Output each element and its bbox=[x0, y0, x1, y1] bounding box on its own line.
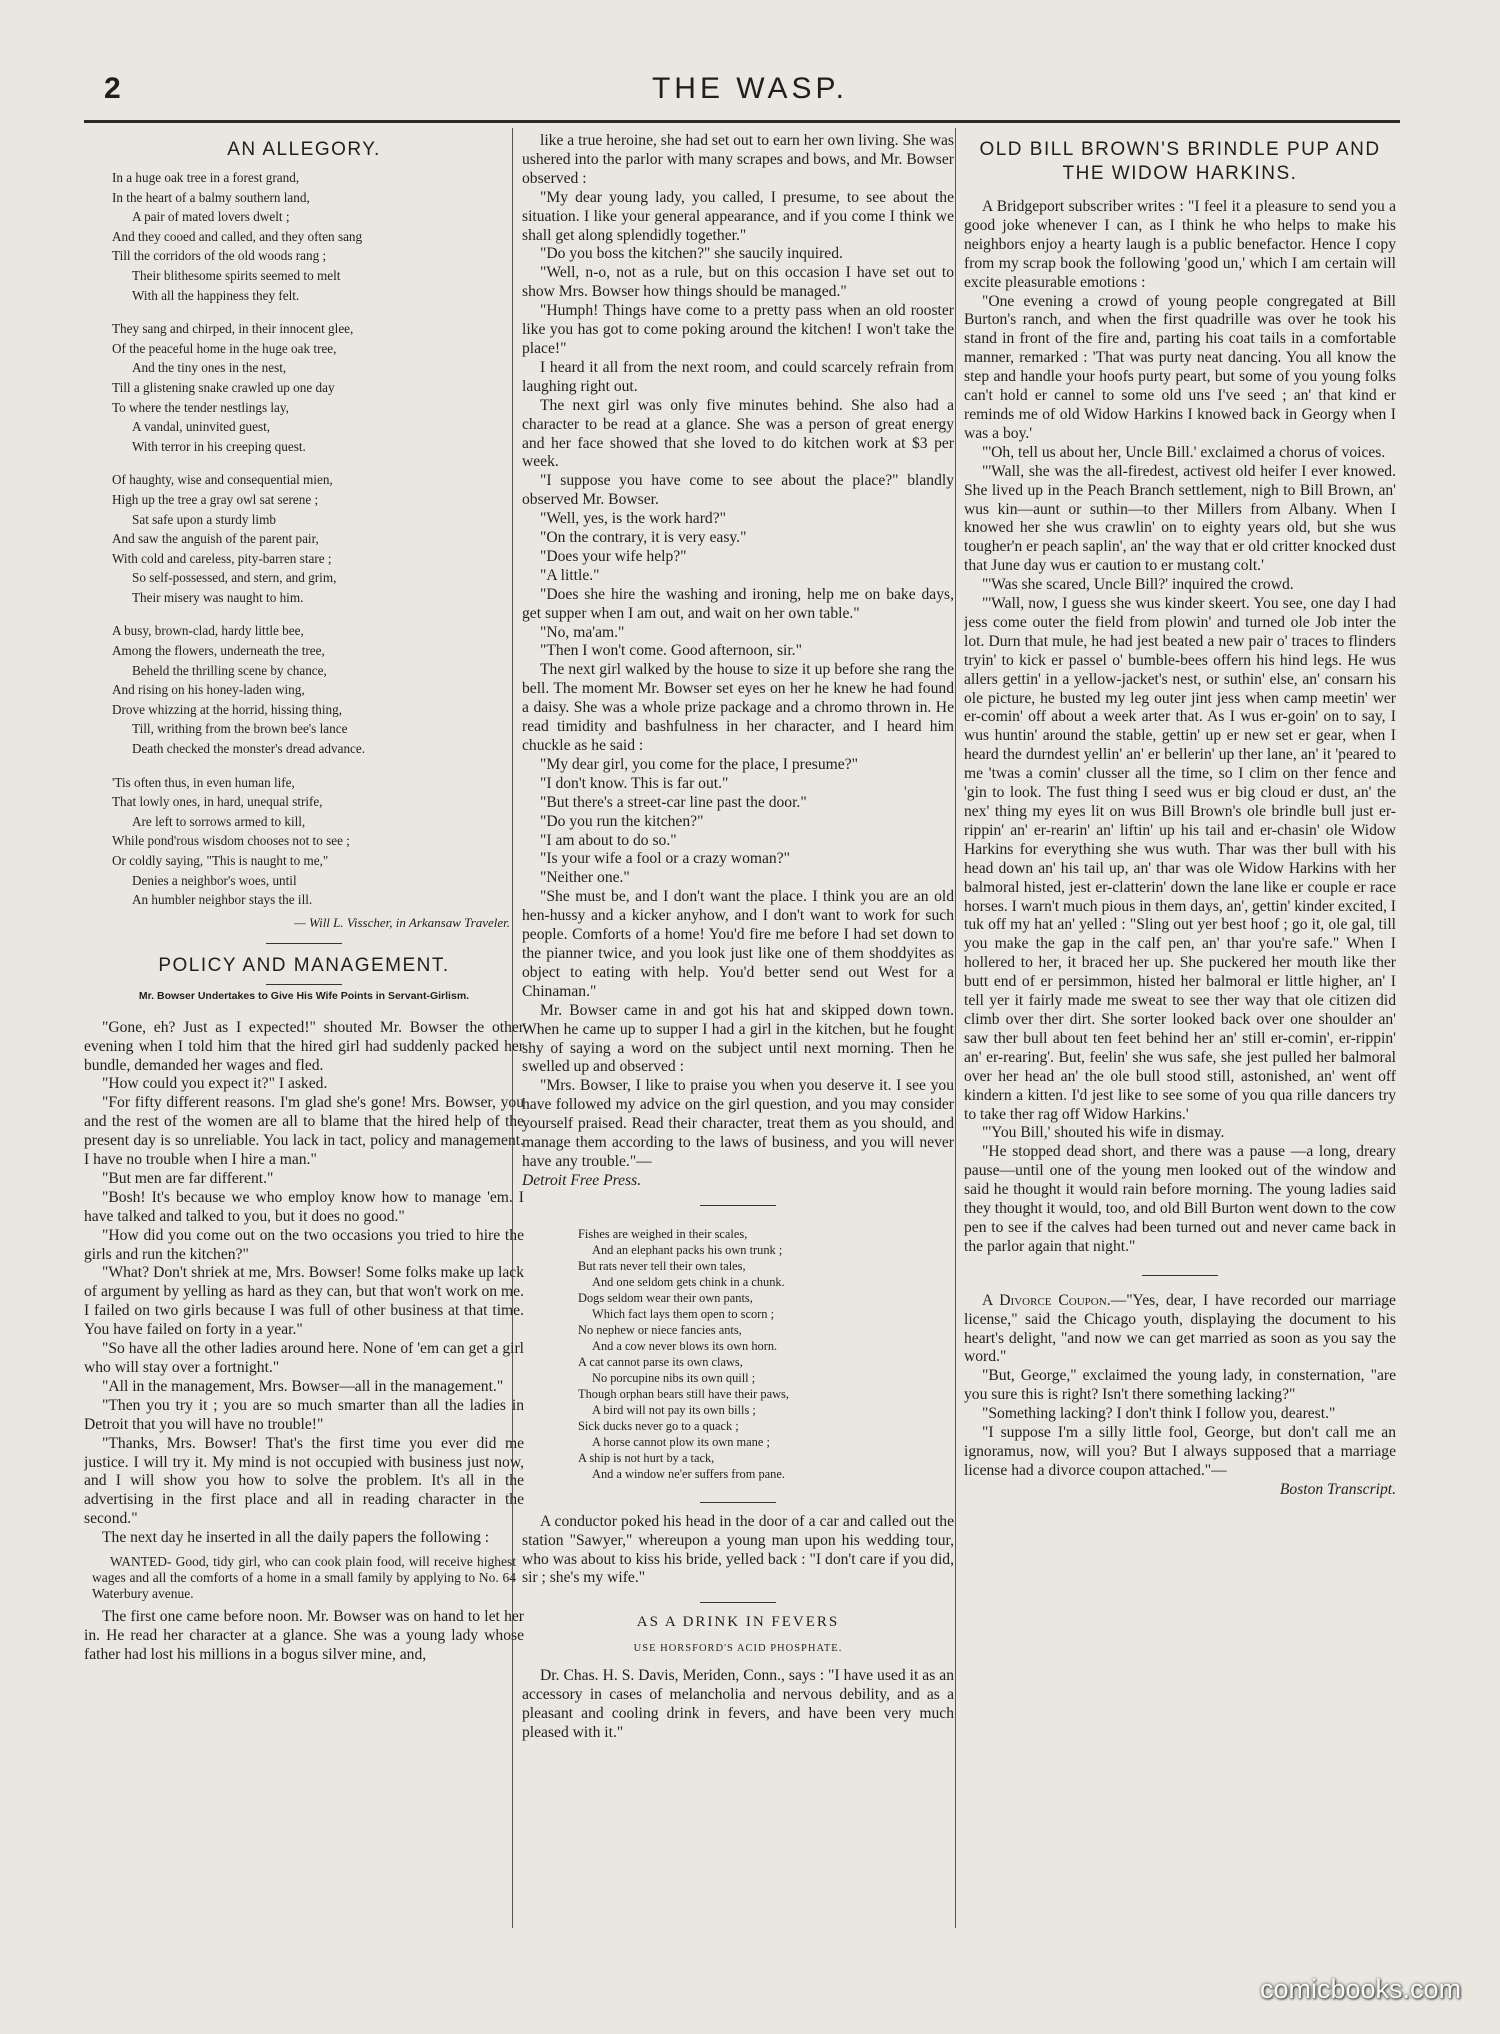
poem-line: Beheld the thrilling scene by chance, bbox=[132, 662, 327, 678]
poem-line: High up the tree a gray owl sat serene ; bbox=[112, 491, 319, 507]
article-paragraph: "How could you expect it?" I asked. bbox=[102, 1075, 328, 1093]
poem-line: With terror in his creeping quest. bbox=[132, 438, 306, 454]
divider bbox=[700, 1502, 776, 1503]
poem-line: An humbler neighbor stays the ill. bbox=[132, 892, 313, 908]
article-paragraph: "But, George," exclaimed the young lady, in consternation, "are you sure this is right? Isn't there something lacking?" bbox=[964, 1367, 1396, 1404]
poem-line: And a window ne'er suffers from pane. bbox=[592, 1466, 785, 1481]
article-paragraph: "Something lacking? I don't think I follow you, dearest." bbox=[982, 1405, 1336, 1423]
column-1 bbox=[84, 132, 524, 1922]
article-paragraph: "He stopped dead short, and there was a pause —a long, dreary pause—until one of the young men looked out of the window and said he thought it would rain before morning. The young ladies said they thought it would, too, and old Bill Burton went down to the cow pen to see if the calves had been turned out and never came back in the parlor again that night." bbox=[964, 1143, 1396, 1255]
poem-line: Their misery was naught to him. bbox=[132, 589, 304, 605]
article-paragraph: "'Oh, tell us about her, Uncle Bill.' exclaimed a chorus of voices. bbox=[982, 443, 1386, 461]
column-3 bbox=[964, 132, 1396, 1922]
article-paragraph: "So have all the other ladies around here. None of 'em can get a girl who will stay over a fortnight." bbox=[84, 1340, 524, 1376]
poem-line: Their blithesome spirits seemed to melt bbox=[132, 267, 341, 283]
poem-stanza bbox=[112, 470, 524, 607]
poem-stanza bbox=[112, 319, 524, 456]
article-paragraph: "'Wall, now, I guess she wus kinder skeert. You see, one day I had jess come outer the field from plowin' and turned ole Job inter the lot. Durn that mule, he had jest beated a new pair o' traces to flinders tryin' to kick er passel o' bumble-bees offern his hind legs. He wus allers gettin' in a yellow-jacket's nest, or suthin' else, an' consarn his ole picture, he busted my leg outer jint jess when camp meetin' wer er-comin' off about a week arter that. As I wus er-goin' on to say, I wus huntin' around the stable, gettin' up er new set er gear, when I heard the durndest yellin' an' er bellerin' up ther lane, an' it 'peared to me 'twas a comin' clusser all the time, so I clim on ther fence and 'gin to look. The fust thing I seed wus er big cloud er dust, an' the nex' thing my eyes lit on wus Bill Brown's ole brindle bull just er-rippin' an' er-rearin' an' liftin' up his tail and er-chasin' ole Widow Harkins for everything she wus wuth. Thar was ther bull with his head down an' his tail up, an' thar was ole Widow Harkins with her balmoral histed, jest er-clatterin' down the lane like er couple er race horses. I warn't much pious in them days, an', gettin' kinder excited, I tuk off my hat an' yelled : "Sling out yer best hoof ; go it, ole gal, till you make the gap in the calf pen, an' thar you're safe." When I hollered to her, it braced her up. She puckered her mouth like ther butt end of er persimmon, histed her balmoral er little higher, an' I tell yer it fairly made me sweat to see ther way that ole citizen did climb over ther dirt. She sorter looked back over one shoulder an' saw ther bull about ten feet behind her an' still er-comin', er-rippin' an' er-rearing'. But, feelin' she wus safe, she jest pulled her balmoral over her head an' the ole bull stood still, astonished, an' went off kindern a kitten. I'd jest like to see some of you qua rille dancers try to take ther rag off Widow Harkins.' bbox=[964, 595, 1396, 1123]
poem-line: Sick ducks never go to a quack ; bbox=[578, 1418, 739, 1433]
poem-line: To where the tender nestlings lay, bbox=[112, 399, 289, 415]
poem-line: That lowly ones, in hard, unequal strife, bbox=[112, 794, 323, 810]
watermark-logo: comicbooks.com bbox=[1260, 1974, 1462, 2004]
poem-line: Till a glistening snake crawled up one day bbox=[112, 379, 335, 395]
poem-line: A ship is not hurt by a tack, bbox=[578, 1450, 715, 1465]
divider bbox=[266, 943, 342, 944]
allegory-attribution: — Will L. Visscher, in Arkansaw Traveler. bbox=[294, 914, 510, 930]
article-paragraph: "For fifty different reasons. I'm glad she's gone! Mrs. Bowser, you and the rest of the women are all to blame that the hired help of the present day is so unreliable. You lack in tact, policy and management. I have no trouble when I hire a man." bbox=[84, 1094, 524, 1169]
wanted-ad: WANTED- Good, tidy girl, who can cook plain food, will receive highest wages and all the comforts of a home in a small family by applying to No. 64 Waterbury avenue. bbox=[92, 1554, 516, 1602]
poem-line: With all the happiness they felt. bbox=[132, 287, 300, 303]
article-paragraph: "I am about to do so." bbox=[540, 831, 677, 849]
poem-line: In a huge oak tree in a forest grand, bbox=[112, 170, 300, 185]
article-paragraph: "But there's a street-car line past the door." bbox=[540, 793, 807, 811]
article-paragraph: "Does she hire the washing and ironing, help me on bake days, get supper when I am out, and wait on her own table." bbox=[522, 585, 954, 622]
poem-line: Fishes are weighed in their scales, bbox=[578, 1226, 748, 1241]
article-paragraph: "Well, yes, is the work hard?" bbox=[540, 510, 726, 528]
poem-line: And saw the anguish of the parent pair, bbox=[112, 531, 319, 547]
allegory-title: AN ALLEGORY. bbox=[227, 139, 381, 160]
divider bbox=[700, 1602, 776, 1603]
article-paragraph: "Does your wife help?" bbox=[540, 547, 687, 565]
poem-stanza bbox=[112, 773, 524, 910]
article-paragraph: "A little." bbox=[540, 566, 600, 584]
ad-subtitle: USE HORSFORD'S ACID PHOSPHATE. bbox=[633, 1643, 843, 1655]
article-paragraph: "What? Don't shriek at me, Mrs. Bowser! Some folks make up lack of argument by yelling as hard as they can, but that won't work on me. I failed on two girls because I was full of other business at that time. You have failed on forty in a year." bbox=[84, 1264, 524, 1339]
poem-line: And one seldom gets chink in a chunk. bbox=[592, 1274, 785, 1289]
poem-line: Which fact lays them open to scorn ; bbox=[592, 1306, 775, 1321]
poem-line: A vandal, uninvited guest, bbox=[132, 419, 271, 435]
bill-brown-title: OLD BILL BROWN'S BRINDLE PUP AND THE WIDOW HARKINS. bbox=[979, 139, 1381, 184]
article-paragraph: "On the contrary, it is very easy." bbox=[540, 529, 747, 547]
poem-line: Of the peaceful home in the huge oak tree, bbox=[112, 340, 337, 356]
pun-poem bbox=[578, 1226, 954, 1482]
article-paragraph: I heard it all from the next room, and could scarcely refrain from laughing right out. bbox=[522, 358, 954, 395]
page-number: 2 bbox=[104, 72, 121, 105]
article-paragraph: "Do you run the kitchen?" bbox=[540, 812, 704, 830]
source-credit: Detroit Free Press. bbox=[522, 1171, 642, 1189]
article-paragraph: "One evening a crowd of young people congregated at Bill Burton's ranch, and when the first quadrille was over he took his stand in front of the fire and, parting his coat tails in a comfortable manner, remarked : 'That was purty neat dancing. You all know the step and handle your hoofs purty peart, but some of you young folks can't hold er cannel to some old uns I've seed ; an' that kind er reminds me of old Widow Harkins I knowed back in Georgy when I was a boy.' bbox=[964, 292, 1396, 442]
poem-line: And they cooed and called, and they often sang bbox=[112, 228, 363, 244]
poem-line: Denies a neighbor's woes, until bbox=[132, 872, 297, 888]
policy-subtitle: Mr. Bowser Undertakes to Give His Wife Points in Servant-Girlism. bbox=[138, 989, 470, 1002]
column-divider bbox=[955, 128, 956, 1928]
poem-line: Are left to sorrows armed to kill, bbox=[132, 813, 306, 829]
divorce-source: Boston Transcript. bbox=[1279, 1480, 1396, 1498]
article-paragraph: "Is your wife a fool or a crazy woman?" bbox=[540, 850, 791, 868]
poem-line: Dogs seldom wear their own pants, bbox=[578, 1290, 753, 1305]
conductor-anecdote: A conductor poked his head in the door of a car and called out the station "Sawyer," whereupon a young man upon his wedding tour, who was about to kiss his bride, yelled back : "I don't care if you did, sir ; she's my wife." bbox=[522, 1512, 954, 1587]
poem-line: 'Tis often thus, in even human life, bbox=[112, 774, 295, 790]
policy-continuation bbox=[522, 132, 954, 1172]
divorce-paragraph bbox=[964, 1292, 1396, 1368]
poem-line: So self-possessed, and stern, and grim, bbox=[132, 570, 337, 586]
article-paragraph: "Thanks, Mrs. Bowser! That's the first time you ever did me justice. I will try it. My mind is not occupied with business just now, and I will show you how to solve the problem. It's all in the advertising in the first place and all in reading character in the second." bbox=[84, 1434, 524, 1528]
article-paragraph: "I don't know. This is far out." bbox=[540, 774, 729, 792]
divider bbox=[266, 984, 342, 985]
poem-line: Till, writhing from the brown bee's lance bbox=[132, 721, 348, 737]
article-paragraph: "'Wall, she was the all-firedest, activest old heifer I ever knowed. She lived up in the Peach Branch settlement, nigh to Bill Brown, an' wus kin—aunt or suthin—to ther Millers from Albany. When I knowed her she wus crawlin' on to eighty years old, but she wus tougher'n er peach saplin', an' the way that er old critter knocked dust that June day wus er caution to er mustang colt.' bbox=[964, 462, 1396, 575]
article-paragraph: "Bosh! It's because we who employ know how to manage 'em. I have talked and talked to you, but it does no good." bbox=[84, 1188, 524, 1225]
divorce-source-line bbox=[964, 1481, 1396, 1500]
article-paragraph: "Gone, eh? Just as I expected!" shouted Mr. Bowser the other evening when I told him that the hired girl had suddenly packed her bundle, demanded her wages and fled. bbox=[84, 1018, 524, 1074]
poem-line: Till the corridors of the old woods rang ; bbox=[112, 248, 327, 264]
article-paragraph: "'Was she scared, Uncle Bill?' inquired the crowd. bbox=[982, 576, 1294, 594]
poem-line: Of haughty, wise and consequential mien, bbox=[112, 472, 333, 488]
divorce-lead: A Divorce Coupon. bbox=[982, 1291, 1111, 1309]
poem-line: And rising on his honey-laden wing, bbox=[112, 682, 305, 698]
poem-stanza bbox=[112, 621, 524, 758]
poem-line: With cold and careless, pity-barren stare ; bbox=[112, 550, 332, 566]
poem-line: In the heart of a balmy southern land, bbox=[112, 189, 310, 205]
poem-line: And the tiny ones in the nest, bbox=[132, 360, 287, 376]
poem-line: And a cow never blows its own horn. bbox=[592, 1338, 778, 1353]
article-paragraph: "Humph! Things have come to a pretty pass when an old rooster like you has got to come poking around the kitchen! I won't take the place!" bbox=[522, 302, 954, 357]
poem-line: No nephew or niece fancies ants, bbox=[578, 1322, 742, 1337]
poem-line: A busy, brown-clad, hardy little bee, bbox=[112, 623, 304, 639]
article-paragraph: A Bridgeport subscriber writes : "I feel it a pleasure to send you a good joke whenever I can, as I think he who helps to make his neighbors enjoy a hearty laugh is a public benefactor. Hence I copy from my scrap book the following 'good un,' which I am certain will excite pleasurable emotions : bbox=[964, 198, 1396, 291]
article-paragraph: The next girl was only five minutes behind. She also had a character to be read at a glance. She was a person of great energy and her face showed that she loved to do kitchen work at $3 per week. bbox=[522, 396, 954, 471]
ad-text: Dr. Chas. H. S. Davis, Meriden, Conn., says : "I have used it as an accessory in cases of melancholia and nervous debility, and as a pleasant and cooling drink in fevers, and have been very much pleased with it." bbox=[522, 1667, 954, 1741]
article-paragraph: "She must be, and I don't want the place. I think you are an old hen-hussy and a kicker anyhow, and I don't want to work for such people. Comforts of a home! You'd fire me before I had set down to the pianner twice, and you look just like one of them shoddyites as object to eating with help. You'd better send out West for a Chinaman." bbox=[522, 888, 954, 1000]
article-paragraph: "Neither one." bbox=[540, 869, 630, 887]
article-paragraph: Mr. Bowser came in and got his hat and skipped down town. When he came up to supper I had a girl in the kitchen, but he fought shy of saying a word on the subject until next morning. Then he swelled up and observed : bbox=[522, 1001, 954, 1076]
policy-paragraph: The first one came before noon. Mr. Bowser was on hand to let her in. He read her character at a glance. She was a young lady whose father had lost his millions in a bogus silver mine, and, bbox=[84, 1608, 524, 1663]
article-paragraph: "My dear girl, you come for the place, I presume?" bbox=[540, 755, 858, 773]
article-paragraph: like a true heroine, she had set out to earn her own living. She was ushered into the parlor with many scrapes and bows, and Mr. Bowser observed : bbox=[522, 132, 954, 187]
ad-title: AS A DRINK IN FEVERS bbox=[636, 1614, 840, 1631]
divider bbox=[700, 1205, 776, 1206]
poem-line: Sat safe upon a sturdy limb bbox=[132, 511, 276, 527]
masthead: THE WASP. bbox=[651, 72, 849, 105]
poem-line: A bird will not pay its own bills ; bbox=[592, 1402, 756, 1417]
article-paragraph: "But men are far different." bbox=[102, 1169, 274, 1187]
poem-line: Or coldly saying, "This is naught to me," bbox=[112, 853, 329, 868]
divorce-article bbox=[964, 1367, 1396, 1480]
article-paragraph: "Well, n-o, not as a rule, but on this occasion I have set out to show Mrs. Bowser how things should be managed." bbox=[522, 264, 954, 301]
article-paragraph: "I suppose you have come to see about the place?" blandly observed Mr. Bowser. bbox=[522, 472, 954, 509]
article-paragraph: "Then I won't come. Good afternoon, sir." bbox=[540, 642, 802, 660]
article-paragraph: "How did you come out on the two occasions you tried to hire the girls and run the kitchen?" bbox=[84, 1226, 524, 1263]
divider bbox=[1142, 1275, 1218, 1276]
poem-line: Drove whizzing at the horrid, hissing thing, bbox=[112, 701, 343, 717]
poem-line: Though orphan bears still have their paws, bbox=[578, 1386, 789, 1401]
article-paragraph: "No, ma'am." bbox=[540, 623, 625, 641]
policy-article bbox=[84, 1019, 524, 1548]
poem-line: Death checked the monster's dread advance. bbox=[132, 741, 366, 757]
bill-brown-article bbox=[964, 198, 1396, 1257]
poem-line: No porcupine nibs its own quill ; bbox=[592, 1370, 756, 1385]
article-paragraph: "I suppose I'm a silly little fool, George, but don't call me an ignoramus, now, will you? But I always supposed that a marriage license had a divorce coupon attached."— bbox=[964, 1424, 1396, 1479]
poem-line: While pond'rous wisdom chooses not to see ; bbox=[112, 833, 350, 849]
article-paragraph: "'You Bill,' shouted his wife in dismay. bbox=[982, 1124, 1225, 1142]
poem-line: They sang and chirped, in their innocent glee, bbox=[112, 321, 354, 337]
poem-line: A pair of mated lovers dwelt ; bbox=[132, 209, 290, 225]
header-rule bbox=[84, 120, 1400, 123]
poem-line: A horse cannot plow its own mane ; bbox=[592, 1434, 770, 1449]
poem-line: A cat cannot parse its own claws, bbox=[578, 1354, 743, 1369]
article-paragraph: "Mrs. Bowser, I like to praise you when you deserve it. I see you have followed my advice on the girl question, and you may consider yourself praised. Read their character, treat them as you should, and manage them according to the laws of business, and you will never have any trouble."— bbox=[522, 1077, 954, 1170]
policy-title: POLICY AND MANAGEMENT. bbox=[158, 954, 450, 976]
poem-stanza bbox=[112, 168, 524, 305]
column-2 bbox=[522, 132, 954, 1922]
poem-line: And an elephant packs his own trunk ; bbox=[592, 1242, 783, 1257]
allegory-poem bbox=[84, 168, 524, 910]
poem-line: But rats never tell their own tales, bbox=[578, 1258, 746, 1273]
article-paragraph: "My dear young lady, you called, I presume, to see about the situation. I like your general appearance, and if you come I think we shall get along splendidly together." bbox=[522, 188, 954, 244]
article-paragraph: "All in the management, Mrs. Bowser—all in the management." bbox=[102, 1377, 504, 1395]
article-paragraph: The next girl walked by the house to size it up before she rang the bell. The moment Mr. Bowser set eyes on her he knew he had found a daisy. She was a whole prize package and a chromo thrown in. He read timidity and bashfulness in her character, and I heard him chuckle as he said : bbox=[522, 661, 954, 754]
article-paragraph: The next day he inserted in all the daily papers the following : bbox=[102, 1529, 490, 1547]
article-paragraph: "Then you try it ; you are so much smarter than all the ladies in Detroit that you will have no trouble!" bbox=[84, 1396, 524, 1433]
poem-line: Among the flowers, underneath the tree, bbox=[112, 643, 325, 659]
page-header bbox=[0, 72, 1500, 122]
divorce-first: —"Yes, dear, I have recorded our marriage license," said the Chicago youth, displaying the document to his heart's delight, "and now we can get married as soon as you say the word." bbox=[964, 1291, 1396, 1366]
article-paragraph: "Do you boss the kitchen?" she saucily inquired. bbox=[540, 245, 843, 263]
